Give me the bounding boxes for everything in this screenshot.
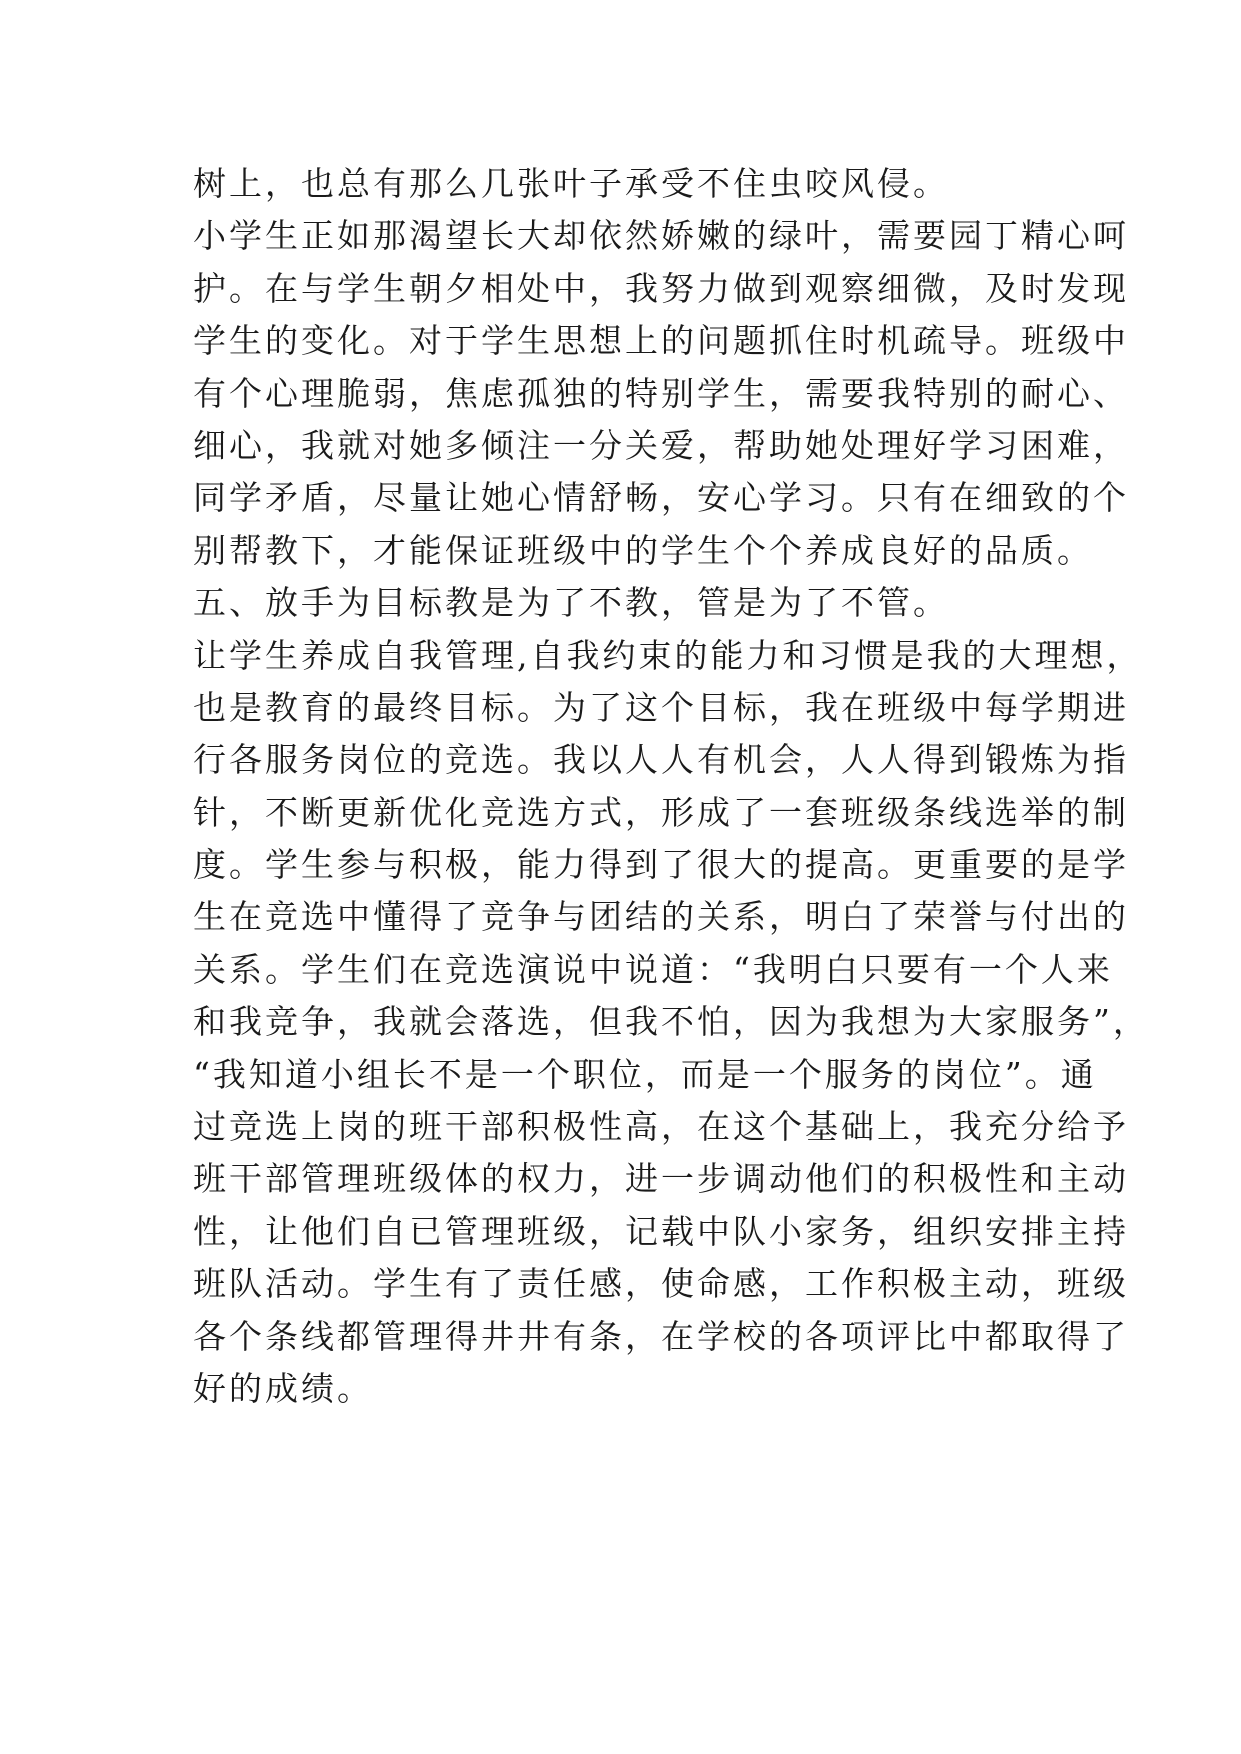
text-line: 班干部管理班级体的权力，进一步调动他们的积极性和主动 (193, 1159, 1129, 1199)
text-line: 树上，也总有那么几张叶子承受不住虫咬风侵。 (193, 164, 949, 203)
text-line: 也是教育的最终目标。为了这个目标，我在班级中每学期进 (193, 687, 1129, 727)
text-line: 过竞选上岗的班干部积极性高，在这个基础上，我充分给予 (193, 1107, 1129, 1147)
text-line: 别帮教下，才能保证班级中的学生个个养成良好的品质。 (193, 530, 1093, 570)
text-line: 让学生养成自我管理,自我约束的能力和习惯是我的大理想， (193, 635, 1143, 675)
text-line: 细心，我就对她多倾注一分关爱，帮助她处理好学习困难， (193, 425, 1129, 465)
text-line: 各个条线都管理得井井有条，在学校的各项评比中都取得了 (193, 1316, 1129, 1356)
text-line: 性，让他们自已管理班级，记载中队小家务，组织安排主持 (193, 1211, 1129, 1251)
text-line: 班队活动。学生有了责任感，使命感，工作积极主动，班级 (193, 1264, 1129, 1304)
text-line: 有个心理脆弱，焦虑孤独的特别学生，需要我特别的耐心、 (193, 373, 1129, 413)
text-line: 针，不断更新优化竞选方式，形成了一套班级条线选举的制 (193, 792, 1129, 832)
text-line: 度。学生参与积极，能力得到了很大的提高。更重要的是学 (193, 845, 1129, 885)
section-heading: 五、放手为目标教是为了不教，管是为了不管。 (193, 583, 949, 623)
body-text (193, 158, 1149, 1415)
text-line: “我知道小组长不是一个职位，而是一个服务的岗位”。通 (193, 1054, 1097, 1094)
text-line: 学生的变化。对于学生思想上的问题抓住时机疏导。班级中 (193, 321, 1129, 361)
text-line: 关系。学生们在竞选演说中说道：“我明白只要有一个人来 (193, 949, 1113, 989)
text-line: 护。在与学生朝夕相处中，我努力做到观察细微，及时发现 (193, 268, 1129, 308)
text-line: 同学矛盾，尽量让她心情舒畅，安心学习。只有在细致的个 (193, 478, 1129, 518)
text-line: 生在竞选中懂得了竞争与团结的关系，明白了荣誉与付出的 (193, 897, 1129, 937)
text-line: 和我竞争，我就会落选，但我不怕，因为我想为大家服务”， (193, 1002, 1149, 1042)
text-line: 行各服务岗位的竞选。我以人人有机会，人人得到锻炼为指 (193, 740, 1129, 780)
text-line: 好的成绩。 (193, 1368, 373, 1408)
text-line: 小学生正如那渴望长大却依然娇嫩的绿叶，需要园丁精心呵 (193, 216, 1129, 256)
